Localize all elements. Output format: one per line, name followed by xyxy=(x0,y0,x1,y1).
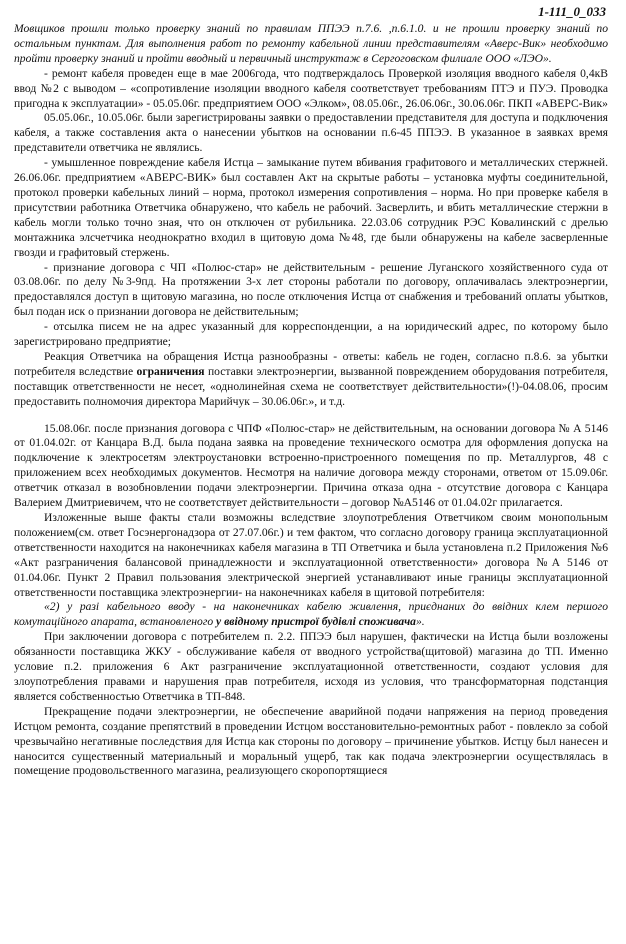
paragraph-3: 05.05.06г., 10.05.06г. были зарегистрированы заявки о предоставлении представителя для доступа и подключения кабеля, а также составления акта о нанесении убытков на основании п.6-45 ППЭЭ. В указанное в заявках время представители ответчика не являлись. xyxy=(14,111,608,155)
paragraph-7-text-a: Реакция Ответчика на обращения Истца разнообразны - ответы: кабель не годен, согласно п.8.6. за убытки потребителя вследствие xyxy=(14,349,608,378)
paragraph-10-text-a: «2) у разі кабельного вводу - на наконечниках кабелю живлення, приєднаних до ввідних клем першого комутаційного апарата, встановленого xyxy=(14,600,608,629)
paragraph-9: Изложенные выше факты стали возможны вследствие злоупотребления Ответчиком своим монопольным положением(см. ответ Госэнергонадзора от 27.07.06г.) и тем фактом, что согласно договору граница эксплуатационной ответственности находится на наконечниках кабеля магазина в ТП Ответчика и была установлена п.2 Приложения №6 «Акт разграничения балансовой принадлежности и эксплуатационной ответственности» договора №А 5146 от 01.04.06г. Пункт 2 Правил пользования электрической энергией устанавливают иные границы эксплуатационной ответственности поставщика электроэнергии- на наконечниках кабеля в щитовой потребителя: xyxy=(14,511,608,599)
paragraph-7-text-b: поставки электроэнергии, вызванной повреждением оборудования потребителя, поставщик ответственности не несет, «однолинейная схема не соответствует действительности»(!)-04.08.06, просим предоставить полномочия директора Марийчук – 30.06.06г.», и т.д. xyxy=(14,364,608,408)
paragraph-7 xyxy=(14,350,608,410)
paragraph-7-bold: ограничения xyxy=(136,364,205,378)
paragraph-11: При заключении договора с потребителем п. 2.2. ППЭЭ был нарушен, фактически на Истца были возложены обязанности поставщика ЖКУ - обслуживание кабеля от вводного устройства(щитовой) магазина до ТП. Именно условие п.2. приложения 6 Акт разграничение эксплуатационной ответственности, создают условия для злоупотребления правами и нарушения прав потребителя, исходя из условия, что трансформаторная подстанция является собственностью Ответчика в ТП-848. xyxy=(14,630,608,703)
document-id: 1-111_0_033 xyxy=(538,4,606,19)
paragraph-10-quote xyxy=(14,600,608,630)
paragraph-8: 15.08.06г. после признания договора с ЧПФ «Полюс-стар» не действительным, на основании договора № А 5146 от 01.04.02г. от Канцара В.Д. была подана заявка на проведение технического осмотра для оформления допуска на подключение к электросетям электроустановки встроенно-пристроенного помещения по пр. Металлургов, 48 с приложением всех необходимых документов. Несмотря на наличие договора между сторонами, ответом от 15.09.06г. ответчик отказал в возобновлении подачи электроэнергии. Причина отказа одна - отсутствие договора с Канцара Валерием Дмитриевичем, что не соответствует действительности – договор №А5146 от 01.04.02г прилагается. xyxy=(14,421,608,510)
paragraph-10-bold: у ввідному пристрої будівлі споживача xyxy=(216,615,416,629)
paragraph-4: - умышленное повреждение кабеля Истца – замыкание путем вбивания графитового и металлических стержней. 26.06.06г. предприятием «АВЕРС-ВИК» был составлен Акт на скрытые работы – установка муфты соединительной, протокол проверки кабельных линий – норма, протокол измерения сопротивления – норма. Но при проверке кабеля в присутствии работника Ответчика обнаружено, что кабель не рабочий. Засверлить, и вбить металлические стержни в кабель могли только точно зная, что он отключен от рубильника. 22.03.06 сотрудник РЭС Ковалинский с дрелью монтажника элсчетчика неоднократно входил в щитовую дома №48, где были обнаружены на кабеле засверленные гвозди и графитовый стержень. xyxy=(14,156,608,259)
paragraph-2: - ремонт кабеля проведен еще в мае 2006года, что подтверждалось Проверкой изоляция вводного кабеля 0,4кВ ввод №2 с выводом – «сопротивление изоляции вводного кабеля соответствует требованиям ПТЭ и ПУЭ. Проводка пригодна к эксплуатации» - 05.05.06г. предприятием ООО «Элком», 08.05.06г., 26.06.06г., 30.06.06г. ПКП «АВЕРС-Вик» xyxy=(14,66,608,110)
paragraph-1: Мовщиков прошли только проверку знаний по правилам ППЭЭ п.7.6. ,п.6.1.0. и не прошли проверку знаний по остальным пунктам. Для выполнения работ по ремонту кабельной линии представителям «Аверс-Вик» необходимо пройти проверку знаний и пройти вводный и первичный инструктаж в Сергоговском филиале ООО «ЛЭО». xyxy=(14,22,608,65)
paragraph-5: - признание договора с ЧП «Полюс-стар» не действительным - решение Луганского хозяйственного суда от 03.08.06г. по делу №3-9пд. На протяжении 3-х лет стороны работали по договору, оплачивалась электроэнергии, предоставлялся доступ в щитовую магазина, но после отключения Истца от снабжения и требований оплаты убытков, был подан иск о признании договора не действительным; xyxy=(14,260,608,319)
paragraph-10-text-b: ». xyxy=(415,615,425,629)
paragraph-12: Прекращение подачи электроэнергии, не обеспечение аварийной подачи напряжения на период проведения Истцом ремонта, создание препятствий в проведении Истцом восстановительно-ремонтных работ - повлекло за собой чрезвычайно негативные последствия для Истца как стороны по договору – причинение убытков. Истцу был нанесен и наносится существенный материальный и моральный ущерб, так как подача электроэнергии осуществлялась в помещение продовольственного магазина, реализующего скоропортящиеся xyxy=(14,704,608,778)
paragraph-6: - отсылка писем не на адрес указанный для корреспонденции, а на юридический адрес, по которому было зарегистрировано предприятие; xyxy=(14,320,608,349)
